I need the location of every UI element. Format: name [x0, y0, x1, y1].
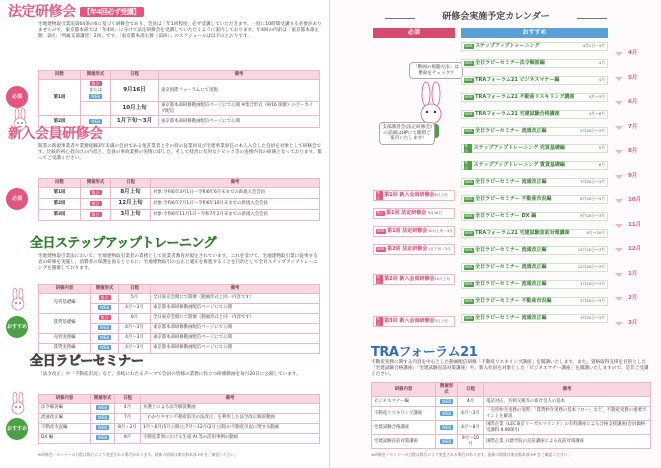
event-date: 11月20日〜3月 [577, 247, 605, 253]
table-row [372, 397, 651, 407]
side-tab-recommended-2: おすすめ [6, 418, 28, 440]
date-cell: 8月上旬 [111, 187, 151, 198]
calendar-event-recommended [461, 178, 608, 187]
event-date: 9月20日〜3月 [580, 213, 605, 219]
event-name: TRAフォーラム21 宅建試験合格講座 [475, 111, 560, 118]
calendar-event-recommended [461, 127, 608, 136]
col-header: 日程 [111, 71, 159, 80]
table-row [39, 209, 320, 220]
rabi-heading: 全日ラビーセミナー [30, 354, 144, 369]
month-label: 1月 [628, 270, 638, 277]
event-date: 3月上旬 [434, 319, 448, 324]
mode-tag: WEB [441, 398, 452, 404]
event-name: ステップアップトレーニング 賃貸基礎編 [473, 162, 565, 169]
chevron-down-icon [615, 77, 623, 81]
chevron-down-icon [615, 224, 623, 228]
month-label: 2月 [628, 295, 638, 301]
event-name: 第3回 新入会員研修会 [384, 318, 435, 325]
topic-cell: 不動産リスキリング講座 [372, 407, 436, 421]
calendar-event-recommended [461, 280, 608, 289]
date-cell: 10月上旬 [111, 102, 159, 116]
chevron-down-icon [615, 297, 623, 301]
calendar-event-recommended [461, 93, 608, 102]
event-mode-tag: WEB [464, 282, 473, 287]
month-label: 5月 [628, 74, 638, 81]
side-tab-must: 必須 [6, 86, 28, 108]
calendar-event-recommended [461, 195, 608, 204]
topic-cell: DX 編 [39, 433, 91, 443]
date-cell: 4月〜3月 [119, 303, 151, 313]
topic-cell: 賃貸基礎編 [39, 313, 91, 333]
col-header: 回数 [39, 71, 81, 80]
mode-tag: WEB [99, 325, 110, 330]
event-date: 8月20日〜3月 [580, 196, 605, 202]
shinjin-body: 開業の新規事業者や業務経験3年未満の会員である免許業者とその役の従業員及び宅建事業専任の本人入会した会員を対象として研修会です。比較的初心者向けの内容と、会員の事故業務の実情に即した、そして経営に有用なトピック等の実務内容の研修となっております。奮ってご受講ください。 [38, 144, 322, 162]
table-row [372, 421, 651, 435]
note-cell: 対象:令和6年3月1日〜令和6年6月末までの新規入会会員 [151, 187, 320, 198]
month-label: 7月 [628, 123, 638, 130]
event-date: 3月20日〜3月 [580, 315, 605, 321]
note-cell: 東京都本部研修動画配信ページにて公開 [151, 323, 320, 333]
month-label: 3月 [628, 319, 638, 326]
calendar-event-recommended [461, 59, 608, 68]
side-tab-recommended: おすすめ [6, 316, 28, 338]
calendar-event-must [373, 208, 455, 219]
event-mode-tag: WEB [464, 61, 473, 66]
note-cell: 国際企業 日建学院の直前講座による直前対策講座 [484, 435, 651, 449]
left-page [0, 0, 330, 468]
note-cell: 電話対応、名刺交換等の新社会人の基本 [484, 397, 651, 407]
table-row [39, 187, 320, 198]
topic-cell: 売買実務編 [39, 333, 91, 343]
table-row [39, 198, 320, 209]
col-header: 日程 [111, 179, 151, 188]
note-cell: 全日東京会館にて開催（動画形式と同一内容です） [151, 313, 320, 323]
step-body: 宅地建物取引業法において、宅地建物取引業者の責務として従業者教育が規定されています。これを受けて、宅地建物取引業に従事する者の研修を実施し、消費者の保護を図るとともに、宅地建物取引の公正と適正を推進することを目的として全日ステップアップトレーニングを開催しております。 [38, 254, 318, 272]
event-name: 全日ラビーセミナー 不動産市況編 [475, 196, 552, 203]
event-name: 全日ラビーセミナー 流通改正編 [475, 128, 547, 135]
col-header: 開催形式 [81, 71, 111, 80]
chevron-down-icon [615, 150, 623, 154]
event-mode-tag: 集合 [376, 211, 384, 216]
mode-tag: WEB [97, 425, 108, 430]
event-mode-tag: WEB [464, 265, 473, 270]
date-cell: 4月 [115, 403, 141, 413]
calendar-event-recommended [461, 297, 608, 306]
table-row [39, 333, 320, 343]
topic-cell: ビジネスマナー編 [372, 397, 436, 407]
mode-tag: 集合 [91, 200, 100, 206]
row-number: 第3回 [39, 209, 81, 220]
event-mode-tag: WEB [464, 95, 473, 100]
mode-tag: 集合 [91, 81, 100, 86]
calendar-event-recommended [461, 229, 608, 238]
tra-body: 不動産実務に関する内容を中心とした動画配信研修「不動産リスキリング講座」を開講いたします。また、資格取得支援を目的とした「宅建試験合格講座」「宅建試験直前対策講座」や、新入社員を対象とした「ビジネスマナー講座」を開講いたしますので、是非ご受講ください。 [371, 360, 649, 378]
event-date: 4月〜8月 [588, 111, 605, 117]
topic-cell: 宅建試験合格講座 [372, 421, 436, 435]
event-mode-tag: WEB [464, 129, 473, 134]
event-mode-tag: WEB [376, 229, 385, 234]
event-mode-tag: 集合 [376, 275, 383, 284]
kiso-heading [8, 4, 144, 22]
event-name: ステップアップトレーニング 売買基礎編 [473, 145, 565, 152]
date-cell: 4月 [458, 397, 484, 407]
note-cell: 「わかりやすい不動産取引の法改正」を利用した法令改正解説動画 [141, 413, 320, 423]
month-label: 4月 [628, 50, 638, 56]
table-row [39, 293, 320, 303]
date-cell: 4月〜3月 [119, 323, 151, 333]
mode-tag: WEB [441, 438, 452, 444]
table-row [372, 407, 651, 421]
mode-tag: WEB [97, 415, 108, 420]
col-header: 開催形式 [91, 395, 115, 404]
date-cell: 4月〜8月 [458, 421, 484, 435]
topic-cell: 売買基礎編 [39, 293, 91, 313]
month-label: 11月 [628, 221, 642, 228]
date-cell: 5月 [119, 293, 151, 303]
chevron-down-icon [615, 126, 623, 130]
date-cell: 7月 [115, 413, 141, 423]
kiso-body: 宅地建物取引業法第64条の6に基づく研修会であり、会員は「年1回程度」必ず受講していただきます。一度に10時間受講する必要がありませんので、東京都本部では「年4回」に分けて法定研修会を受講していただくように案内しております。年4回の内訳は「東京都本部主催：2回」「所属支部講習：2回」です。「東京都本部主催（前回）」のスケジュールは以下のとおりです。 [38, 22, 322, 40]
right-page [331, 0, 661, 468]
col-header: 研修内容 [372, 383, 436, 397]
event-date: 12月20日〜3月 [577, 264, 605, 270]
callout-branch-info: 支部講習会(法定研修会)の詳細はHPにて随時ご案内いたします! [379, 122, 435, 145]
rabbit-mascot-icon [8, 288, 28, 314]
event-name: 第2回 法定研修会 [387, 246, 428, 253]
event-date: 12月上旬 [434, 277, 450, 282]
event-mode-tag: 集合 [464, 144, 473, 153]
note-cell: 東京都本部研修動画配信ページにて公開 [151, 343, 320, 353]
column-header-recommended: おすすめ [461, 28, 608, 38]
row-number: 第1回 [39, 187, 81, 198]
date-cell: 12月上旬 [111, 198, 151, 209]
event-mode-tag: WEB [464, 231, 473, 236]
event-date: 9月16日 [428, 211, 443, 216]
event-date: 6月 [598, 162, 605, 168]
event-date: 4月 [598, 60, 605, 66]
event-date: 1月20日〜3月 [580, 281, 605, 287]
event-name: TRAフォーラム21 不動産リスキリング講座 [475, 94, 575, 101]
mode-tag: 集合 [91, 189, 100, 195]
event-date: 4月1日〜3月 [582, 43, 605, 49]
event-mode-tag: WEB [464, 316, 473, 321]
note-cell: 東京都本部研修動画配信ページにて公開 [151, 333, 320, 343]
month-label: 10月 [628, 197, 642, 203]
calendar-event-recommended [461, 42, 608, 51]
tra-table [371, 382, 651, 449]
event-date: 10月上旬〜3月 [428, 229, 453, 234]
calendar-event-must [373, 274, 455, 285]
month-label: 12月 [628, 246, 642, 252]
note-cell: 不動産業界における生成 AI 等の活用事例の動画 [141, 433, 320, 443]
date-cell: 3月上旬 [111, 209, 151, 220]
col-header: 備考 [484, 383, 651, 397]
col-header: 日程 [458, 383, 484, 397]
event-mode-tag: WEB [464, 78, 473, 83]
event-name: 第2回 新入会員研修会 [384, 276, 435, 283]
col-header: 開催形式 [436, 383, 458, 397]
chevron-down-icon [615, 322, 623, 326]
col-header: 研修内容 [39, 395, 91, 404]
note-cell: 東京都本部研修動画配信ページにて公開 [159, 116, 320, 128]
topic-cell: 宅建試験直前対策講座 [372, 435, 436, 449]
calendar-event-must [373, 226, 455, 237]
tra-heading: TRAフォーラム21 [371, 345, 478, 360]
event-name: 第1回 法定研修会 [386, 210, 427, 217]
event-name: TRAフォーラム21 ビジネスマナー編 [475, 77, 560, 84]
note-cell: 東京都本部研修動画配信ページにて公開 [151, 303, 320, 313]
calendar-event-recommended [461, 144, 608, 153]
table-row [39, 102, 320, 116]
col-header: 回数 [39, 179, 81, 188]
event-name: 全日ラビーセミナー法令解説編 [475, 60, 545, 67]
chevron-down-icon [615, 273, 623, 277]
mode-tag: WEB [441, 424, 452, 430]
event-mode-tag: WEB [464, 197, 473, 202]
note-cell: 「売買仲介実務の実際」「賃貸仲介実務の基本フロー」など、不動産実務の重要ポイントを解説 [484, 407, 651, 421]
row-number: 第2回 [39, 198, 81, 209]
event-name: 全日ラビーセミナー 流通改正編 [475, 264, 547, 271]
rabi-body: 「法令改正」や「不動産市況」など、多岐にわたるテーマで会員の皆様の業務に役立つ研修動画を毎月20日に公開しています。 [38, 372, 301, 377]
event-date: 5月 [598, 145, 605, 151]
table-row [39, 423, 320, 433]
col-header: 日程 [119, 285, 151, 294]
calendar-event-recommended [461, 212, 608, 221]
chevron-down-icon [615, 101, 623, 105]
date-cell: 8月・2月 [115, 423, 141, 433]
side-tab-must-2: 必須 [6, 188, 28, 210]
event-name: 全日ラビーセミナー 流通改正編 [475, 179, 547, 186]
event-mode-tag: WEB [464, 299, 473, 304]
mode-tag: WEB [90, 118, 101, 124]
tra-footnote: ※研修会・セミナーの日程は都合により変更される場合があります。最新の情報は東京都本部 HP をご確認ください。 [371, 452, 572, 457]
event-name: 全日ラビーセミナー 流通改正編 [475, 247, 547, 254]
event-date: 4月 [598, 77, 605, 83]
calendar-event-must [373, 244, 455, 255]
calendar-event-recommended [461, 246, 608, 255]
event-name: 全日ラビーセミナー 不動産市況編 [475, 298, 552, 305]
date-cell: 1月下旬〜3月 [111, 116, 159, 128]
rabi-table [38, 394, 320, 444]
calendar-event-recommended [461, 161, 608, 170]
month-label: 8月 [628, 148, 638, 154]
note-cell: 対象:令和6年7月1日〜令和6年10月末までの新規入会会員 [151, 198, 320, 209]
topic-cell: 不動産市況編 [39, 423, 91, 433]
row-number: 第2回 [39, 116, 81, 128]
kiso-title: 法定研修会 [8, 4, 76, 20]
mode-tag: WEB [441, 410, 452, 416]
chevron-down-icon [615, 52, 623, 56]
event-name: 全日ラビーセミナー 流通改正編 [475, 315, 547, 322]
table-row [39, 413, 320, 423]
event-mode-tag: WEB [464, 214, 473, 219]
mode-tag: WEB [99, 345, 110, 350]
event-name: TRAフォーラム21 宅建試験直前対策講座 [475, 230, 570, 237]
date-cell: 6月 [119, 313, 151, 323]
mode-cell [81, 79, 111, 102]
event-name: ステップアップトレーニング [475, 43, 540, 50]
col-header: 日程 [115, 395, 141, 404]
event-date: 9月〜10月 [586, 230, 605, 236]
event-mode-tag: WEB [464, 112, 473, 117]
mode-tag: 集合 [100, 315, 109, 320]
event-name: 全日ラビーセミナー DX 編 [475, 213, 537, 220]
chevron-down-icon [615, 199, 623, 203]
table-row [39, 79, 320, 102]
event-mode-tag: WEB [464, 248, 473, 253]
event-date: 5月20日〜3月 [580, 128, 605, 134]
note-cell: 対象:令和6年11月1日〜令和7年2月末までの新規入会会員 [151, 209, 320, 220]
col-header: 開催形式 [91, 285, 119, 294]
calendar-event-recommended [461, 110, 608, 119]
event-mode-tag: WEB [376, 247, 385, 252]
event-mode-tag: WEB [464, 180, 473, 185]
mode-or: または [88, 87, 103, 93]
kiso-table [38, 70, 320, 128]
date-cell: 9月 [115, 433, 141, 443]
date-cell: 4月〜3月 [458, 407, 484, 421]
note-cell: 国際企業（LEC東京リーガルマインド）の有料講座による合格支援講座(会員価格 受講料 9,900円) [484, 421, 651, 435]
col-header: 備考 [159, 71, 320, 80]
event-mode-tag: 集合 [464, 161, 473, 170]
event-name: 第1回 法定研修会 [387, 228, 428, 235]
col-header: 研修内容 [39, 285, 91, 294]
note-cell: 弁護士による法令解説動画 [141, 403, 320, 413]
event-date: 7月20日〜3月 [580, 179, 605, 185]
event-date: 8月上旬 [434, 193, 448, 198]
col-header: 備考 [151, 179, 320, 188]
col-header: 備考 [151, 285, 320, 294]
step-heading: 全日ステップアップトレーニング [30, 236, 217, 251]
note-cell: 1月〜6月(5月公開)と7月〜12月(2月公開)の不動産市況に関する動画 [141, 423, 320, 433]
calendar-event-recommended [461, 263, 608, 272]
event-name: 第1回 新入会員研修会 [384, 192, 435, 199]
note-cell: 全日東京会館にて開催（動画形式と同一内容です） [151, 293, 320, 303]
table-row [39, 313, 320, 323]
step-table [38, 284, 320, 354]
calendar-title: 研修会実施予定カレンダー [391, 12, 601, 23]
calendar-event-must [373, 316, 455, 327]
date-cell: 9月〜10月 [458, 435, 484, 449]
event-mode-tag: 集合 [376, 317, 383, 326]
date-cell: 4月〜3月 [119, 333, 151, 343]
calendar-event-must [373, 190, 455, 201]
shinjin-table [38, 178, 320, 221]
mode-tag: WEB [90, 93, 101, 99]
column-header-must: 必須 [373, 28, 455, 38]
chevron-down-icon [615, 248, 623, 252]
note-cell: 東京国際フォーラムにて実施 [159, 79, 320, 102]
row-number: 第1回 [39, 79, 81, 116]
rabbit-mascot-icon [8, 392, 28, 418]
mode-tag: WEB [99, 335, 110, 340]
mode-tag: WEB [97, 405, 108, 410]
month-label: 6月 [628, 99, 638, 105]
calendar-event-recommended [461, 314, 608, 323]
mode-tag: WEB [99, 305, 110, 310]
date-cell: 4月〜3月 [119, 343, 151, 353]
col-header: 備考 [141, 395, 320, 404]
callout-video-guide: 「動画の視聴方法」は裏面をチェック!! [409, 62, 463, 79]
shinjin-heading: 新入会員研修会 [8, 126, 103, 142]
date-cell: 9月16日 [111, 79, 159, 102]
note-cell: 東京都本部研修動画配信ページにて公開 ※集合形式（9/16 開催）のアーカイブ配信 [159, 102, 320, 116]
mode-tag: 集合 [91, 211, 100, 217]
table-row [39, 343, 320, 353]
event-name: 全日ラビーセミナー 流通改正編 [475, 281, 547, 288]
month-label: 9月 [628, 172, 638, 179]
topic-cell: 賃貸実務編 [39, 343, 91, 353]
col-header: 開催形式 [81, 179, 111, 188]
topic-cell: 法令解説編 [39, 403, 91, 413]
event-date: 1月下旬〜3月 [428, 247, 451, 252]
table-row [39, 403, 320, 413]
event-mode-tag: WEB [464, 44, 473, 49]
topic-cell: 流通改正編 [39, 413, 91, 423]
kiso-badge: 【年4回必ず受講】 [80, 7, 144, 18]
event-date: 2月20日〜3月 [580, 298, 605, 304]
chevron-down-icon [615, 175, 623, 179]
event-mode-tag: 集合 [376, 191, 383, 200]
rabi-footnote: ※研修会・セミナーの日程は都合により変更される場合があります。最新の情報は東京都本部 HP をご確認ください。 [38, 452, 239, 457]
mode-tag: 集合 [100, 295, 109, 300]
mode-tag: WEB [97, 435, 108, 440]
event-date: 4月〜3月 [588, 94, 605, 100]
calendar-event-recommended [461, 76, 608, 85]
table-row [39, 433, 320, 443]
table-row [372, 435, 651, 449]
